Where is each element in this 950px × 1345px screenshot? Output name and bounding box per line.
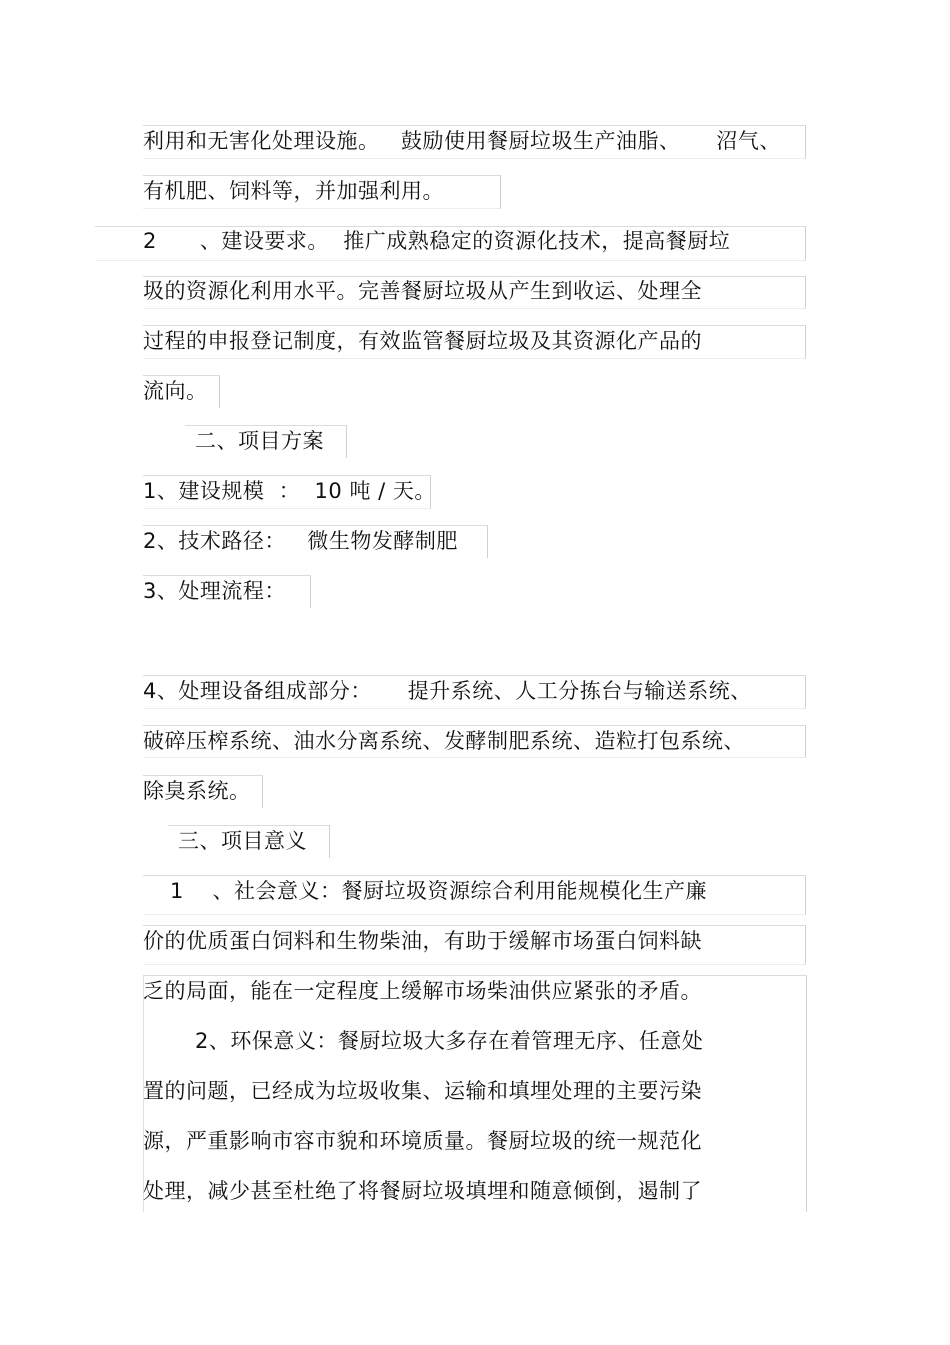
paragraph-line: 源，严重影响市容市貌和环境质量。餐厨垃圾的统一规范化 — [143, 1129, 702, 1153]
paragraph-line: 流向。 — [143, 379, 208, 403]
list-item: 1、建设规模 ： 10 吨 / 天。 — [143, 479, 436, 503]
paragraph-line: 处理，减少甚至杜绝了将餐厨垃圾填埋和随意倾倒，遏制了 — [143, 1179, 702, 1203]
paragraph-line: 圾的资源化利用水平。完善餐厨垃圾从产生到收运、处理全 — [143, 279, 702, 303]
paragraph-line: 价的优质蛋白饲料和生物柴油，有助于缓解市场蛋白饲料缺 — [143, 929, 702, 953]
paragraph-line: 除臭系统。 — [143, 779, 251, 803]
list-item: 2、技术路径： 微生物发酵制肥 — [143, 529, 458, 553]
list-item: 4、处理设备组成部分： 提升系统、人工分拣台与输送系统、 — [143, 679, 752, 703]
paragraph-line: 利用和无害化处理设施。 鼓励使用餐厨垃圾生产油脂、 沼气、 — [143, 129, 781, 153]
paragraph-line: 破碎压榨系统、油水分离系统、发酵制肥系统、造粒打包系统、 — [143, 729, 745, 753]
list-item: 3、处理流程： — [143, 579, 286, 603]
section-heading: 二、项目方案 — [195, 429, 324, 453]
paragraph-line: 2 、建设要求。 推广成熟稳定的资源化技术，提高餐厨垃 — [143, 229, 731, 253]
paragraph-line: 1 、社会意义：餐厨垃圾资源综合利用能规模化生产廉 — [170, 879, 708, 903]
paragraph-line: 过程的申报登记制度，有效监管餐厨垃圾及其资源化产品的 — [143, 329, 702, 353]
paragraph-line: 乏的局面，能在一定程度上缓解市场柴油供应紧张的矛盾。 — [143, 979, 702, 1003]
paragraph-line: 2、环保意义：餐厨垃圾大多存在着管理无序、任意处 — [195, 1029, 704, 1053]
section-heading: 三、项目意义 — [178, 829, 307, 853]
paragraph-line: 置的问题，已经成为垃圾收集、运输和填埋处理的主要污染 — [143, 1079, 702, 1103]
paragraph-line: 有机肥、饲料等，并加强利用。 — [143, 179, 444, 203]
